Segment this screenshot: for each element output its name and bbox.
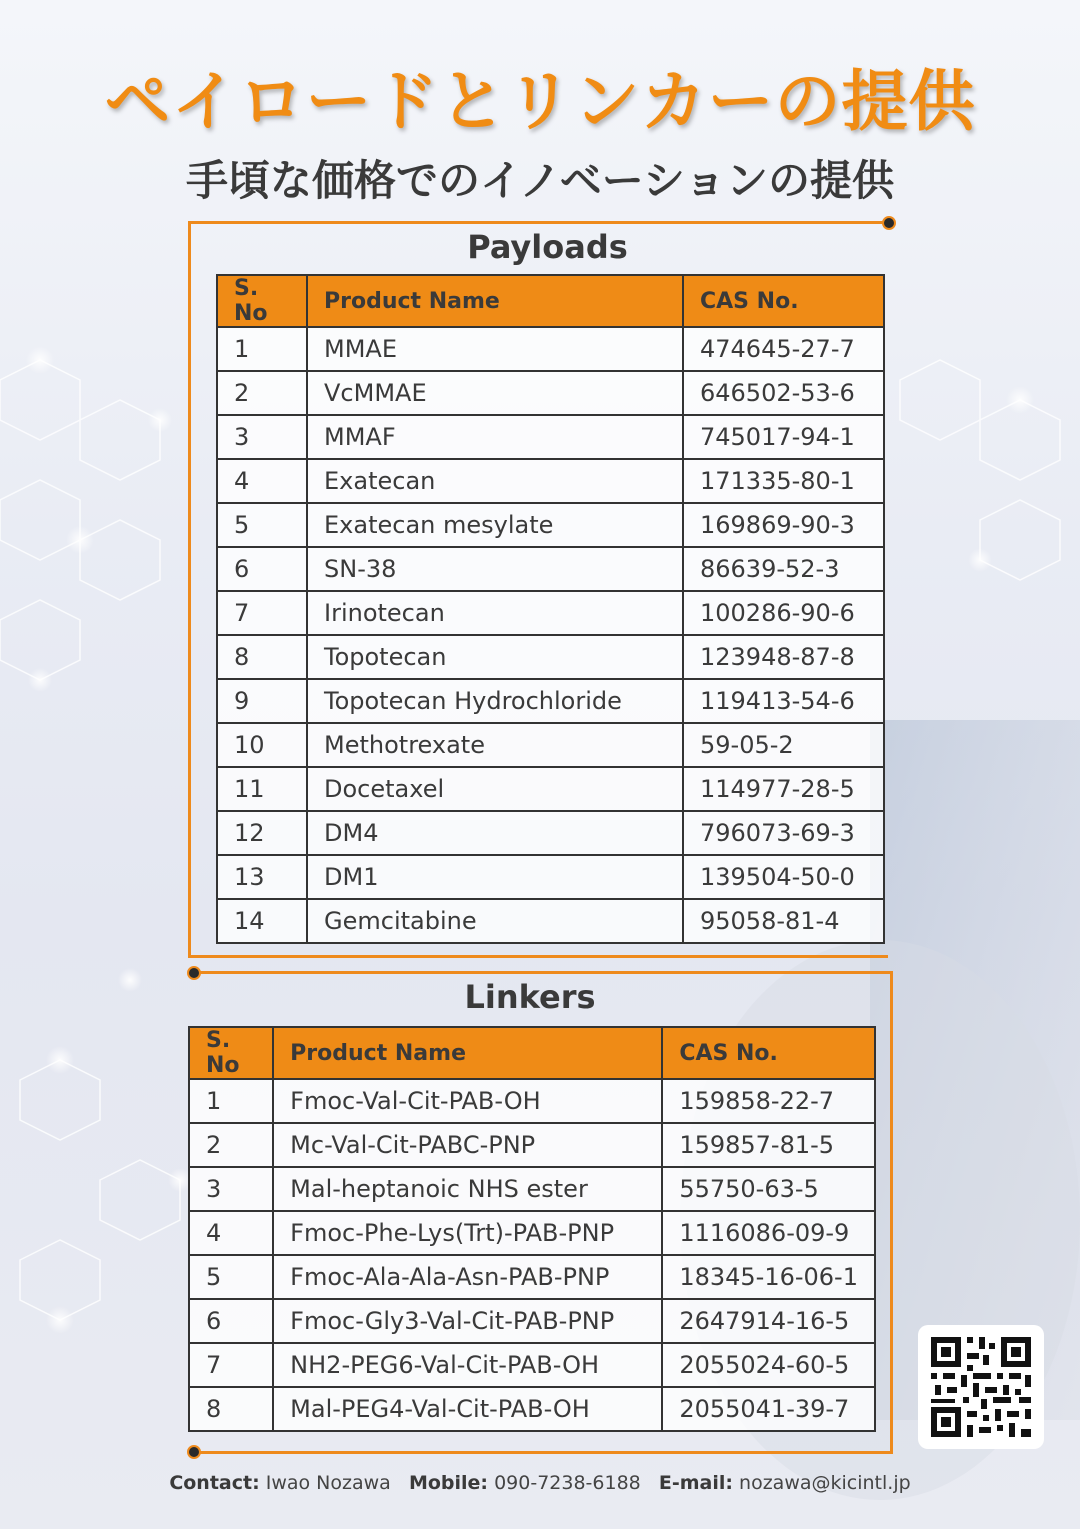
row-sno: 14 — [217, 899, 307, 943]
row-cas-number: 86639-52-3 — [683, 547, 884, 591]
row-product-name: DM4 — [307, 811, 683, 855]
table-row — [217, 459, 884, 503]
row-product-name: Mc-Val-Cit-PABC-PNP — [273, 1123, 662, 1167]
row-cas-number: 139504-50-0 — [683, 855, 884, 899]
row-cas-number: 646502-53-6 — [683, 371, 884, 415]
table-row — [217, 547, 884, 591]
row-sno: 8 — [217, 635, 307, 679]
row-sno: 4 — [189, 1211, 273, 1255]
table-row — [189, 1299, 875, 1343]
table-row — [217, 591, 884, 635]
row-sno: 13 — [217, 855, 307, 899]
row-cas-number: 745017-94-1 — [683, 415, 884, 459]
table-row — [189, 1123, 875, 1167]
row-sno: 10 — [217, 723, 307, 767]
mobile-number[interactable]: 090-7238-6188 — [494, 1472, 641, 1494]
contact-footer — [0, 1472, 1080, 1494]
row-sno: 4 — [217, 459, 307, 503]
table-row — [189, 1167, 875, 1211]
row-sno: 3 — [189, 1167, 273, 1211]
email-address[interactable]: nozawa@kicintl.jp — [739, 1472, 911, 1494]
row-cas-number: 119413-54-6 — [683, 679, 884, 723]
row-product-name: Gemcitabine — [307, 899, 683, 943]
table-row — [189, 1211, 875, 1255]
row-product-name: Fmoc-Val-Cit-PAB-OH — [273, 1079, 662, 1123]
row-product-name: Topotecan — [307, 635, 683, 679]
column-header-cas: CAS No. — [683, 275, 884, 327]
table-row — [189, 1387, 875, 1431]
row-sno: 2 — [217, 371, 307, 415]
table-row — [217, 371, 884, 415]
row-product-name: Fmoc-Ala-Ala-Asn-PAB-PNP — [273, 1255, 662, 1299]
row-sno: 11 — [217, 767, 307, 811]
row-cas-number: 2647914-16-5 — [662, 1299, 875, 1343]
linkers-table-body — [189, 1079, 875, 1431]
row-product-name: SN-38 — [307, 547, 683, 591]
row-sno: 6 — [217, 547, 307, 591]
row-sno: 5 — [217, 503, 307, 547]
row-cas-number: 1116086-09-9 — [662, 1211, 875, 1255]
row-cas-number: 95058-81-4 — [683, 899, 884, 943]
row-product-name: VcMMAE — [307, 371, 683, 415]
table-row — [189, 1255, 875, 1299]
row-cas-number: 171335-80-1 — [683, 459, 884, 503]
qr-code[interactable] — [918, 1325, 1044, 1449]
row-sno: 6 — [189, 1299, 273, 1343]
page-title: ペイロードとリンカーの提供 — [104, 63, 976, 140]
row-sno: 1 — [217, 327, 307, 371]
row-product-name: MMAF — [307, 415, 683, 459]
row-product-name: Fmoc-Phe-Lys(Trt)-PAB-PNP — [273, 1211, 662, 1255]
row-cas-number: 159858-22-7 — [662, 1079, 875, 1123]
column-header-product: Product Name — [273, 1027, 662, 1079]
table-row — [217, 679, 884, 723]
row-product-name: Topotecan Hydrochloride — [307, 679, 683, 723]
row-cas-number: 474645-27-7 — [683, 327, 884, 371]
row-cas-number: 114977-28-5 — [683, 767, 884, 811]
table-row — [217, 723, 884, 767]
column-header-sno: S. No — [189, 1027, 273, 1079]
table-header-row — [189, 1027, 875, 1079]
row-sno: 9 — [217, 679, 307, 723]
row-product-name: Exatecan — [307, 459, 683, 503]
linkers-table — [188, 1026, 876, 1432]
qr-code-icon — [918, 1325, 1044, 1449]
row-sno: 1 — [189, 1079, 273, 1123]
payloads-heading: Payloads — [467, 228, 628, 266]
table-row — [217, 899, 884, 943]
row-cas-number: 18345-16-06-1 — [662, 1255, 875, 1299]
row-product-name: Exatecan mesylate — [307, 503, 683, 547]
row-sno: 7 — [217, 591, 307, 635]
row-sno: 2 — [189, 1123, 273, 1167]
table-row — [217, 635, 884, 679]
row-product-name: Docetaxel — [307, 767, 683, 811]
table-row — [217, 327, 884, 371]
table-row — [217, 855, 884, 899]
table-row — [217, 767, 884, 811]
row-cas-number: 59-05-2 — [683, 723, 884, 767]
row-product-name: DM1 — [307, 855, 683, 899]
table-row — [189, 1343, 875, 1387]
column-header-product: Product Name — [307, 275, 683, 327]
contact-name: Iwao Nozawa — [265, 1472, 391, 1494]
payloads-table — [216, 274, 885, 944]
row-sno: 8 — [189, 1387, 273, 1431]
row-cas-number: 169869-90-3 — [683, 503, 884, 547]
table-row — [217, 503, 884, 547]
row-sno: 7 — [189, 1343, 273, 1387]
payloads-table-body — [217, 327, 884, 943]
page-subtitle: 手頃な価格でのイノベーションの提供 — [185, 156, 895, 205]
row-product-name: Mal-heptanoic NHS ester — [273, 1167, 662, 1211]
table-row — [217, 415, 884, 459]
row-product-name: Fmoc-Gly3-Val-Cit-PAB-PNP — [273, 1299, 662, 1343]
row-product-name: NH2-PEG6-Val-Cit-PAB-OH — [273, 1343, 662, 1387]
column-header-cas: CAS No. — [662, 1027, 875, 1079]
linkers-heading: Linkers — [464, 978, 596, 1016]
row-cas-number: 123948-87-8 — [683, 635, 884, 679]
row-sno: 12 — [217, 811, 307, 855]
contact-label: Contact: — [169, 1472, 260, 1494]
column-header-sno: S. No — [217, 275, 307, 327]
row-product-name: Mal-PEG4-Val-Cit-PAB-OH — [273, 1387, 662, 1431]
mobile-label: Mobile: — [408, 1472, 489, 1494]
row-cas-number: 55750-63-5 — [662, 1167, 875, 1211]
table-header-row — [217, 275, 884, 327]
row-product-name: Irinotecan — [307, 591, 683, 635]
frame-dot — [187, 1445, 201, 1459]
row-sno: 5 — [189, 1255, 273, 1299]
row-cas-number: 100286-90-6 — [683, 591, 884, 635]
row-product-name: Methotrexate — [307, 723, 683, 767]
row-product-name: MMAE — [307, 327, 683, 371]
email-label: E-mail: — [658, 1472, 733, 1494]
row-cas-number: 2055024-60-5 — [662, 1343, 875, 1387]
table-row — [189, 1079, 875, 1123]
row-sno: 3 — [217, 415, 307, 459]
row-cas-number: 159857-81-5 — [662, 1123, 875, 1167]
table-row — [217, 811, 884, 855]
row-cas-number: 796073-69-3 — [683, 811, 884, 855]
row-cas-number: 2055041-39-7 — [662, 1387, 875, 1431]
